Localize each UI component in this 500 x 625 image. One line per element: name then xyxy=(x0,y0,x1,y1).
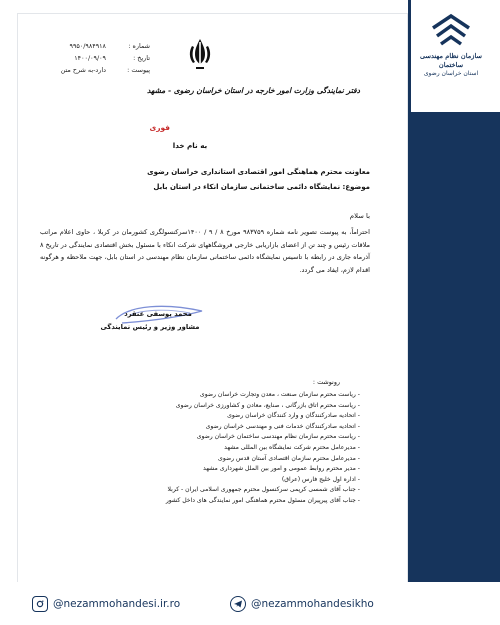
meta-attachment-label: پیوست : xyxy=(127,66,150,74)
letter-body: احتراماً، به پیوست تصویر نامه شماره ۹۸۳۷۵۹ مورخ ۸ / ۹ / ۱۴۰۰سرکنسولگری کشورمان در کربلا ، حاوی اعلام مراتب ملاقات رئیس و چند تن از اعضای بازاریابی خارجی فروشگاههای شرکت انکاء با مسئول بخش اقتصادی نمایندگی در تاریخ ۸ آذرماه جاری در رابطه با تاسیس نمایشگاه دائمی ساختمانی سازمان نظام مهندسی در استان بابل، جهت ملاحظه و هرگونه اقدام لازم، ایفاد می گردد. xyxy=(40,228,370,274)
meta-date-row xyxy=(30,52,150,64)
urgency-label: فوری xyxy=(149,123,170,132)
bismillah: به نام خدا xyxy=(172,141,208,150)
telegram-icon xyxy=(230,596,246,612)
footer-telegram-text: @nezammohandesikho xyxy=(251,598,374,610)
cc-item: - جناب آقای پیرپیران مسئول محترم هماهنگی امور نمایندگی های داخل کشور xyxy=(165,496,360,504)
cc-item: - ریاست محترم سازمان صنعت ، معدن وتجارت خراسان رضوی xyxy=(199,391,360,398)
organization-logo xyxy=(408,6,494,106)
greeting: با سلام xyxy=(349,212,370,220)
signer-name: محمد یوسفی عنقرد xyxy=(124,310,192,318)
recipient-line: معاونت محترم هماهنگی امور اقتصادی استانداری خراسان رضوی xyxy=(147,168,370,176)
cc-item: - ریاست محترم سازمان نظام مهندسی ساختمان خراسان رضوی xyxy=(196,433,360,441)
subject-line: موضوع: نمایشگاه دائمی ساختمانی سازمان انکاء در استان بابل xyxy=(153,183,370,191)
meta-number-value: ۹۹۵۰/۹۸۴۹۱۸ xyxy=(69,42,106,50)
cc-item: - اتحادیه صادرکنندگان خدمات فنی و مهندسی خراسان رضوی xyxy=(205,422,360,430)
logo-title: سازمان نظام مهندسی ساختمان xyxy=(419,52,483,69)
cc-item: - مدیر محترم روابط عمومی و امور بین الملل شهرداری مشهد xyxy=(203,465,360,473)
letter-meta xyxy=(30,40,150,76)
cc-item: - مدیرعامل محترم سازمان اقتصادی آستان قدس رضوی xyxy=(218,454,360,462)
issuing-office: دفتر نمایندگی وزارت امور خارجه در استان خراسان رضوی - مشهد xyxy=(147,86,360,95)
footer xyxy=(0,582,500,625)
meta-date-label: تاریخ : xyxy=(133,54,150,62)
cc-title: رونوشت : xyxy=(312,378,340,386)
cc-list xyxy=(60,390,360,507)
national-emblem-icon xyxy=(186,36,214,70)
footer-website-link[interactable] xyxy=(32,596,180,612)
footer-website-text: @nezammohandesi.ir.ro xyxy=(53,598,181,610)
meta-attachment-value: دارد-به شرح متن xyxy=(60,66,106,74)
signer-title: مشاور وزیر و رئیس نمایندگی xyxy=(100,323,200,331)
cc-item: - اتحادیه صادرکنندگان و وارد کنندگان خراسان رضوی xyxy=(227,412,360,420)
logo-panel xyxy=(408,0,500,112)
footer-telegram-link[interactable] xyxy=(230,596,374,612)
meta-date-value: ۱۴۰۰/۰۹/۰۹ xyxy=(74,54,106,62)
meta-attachment-row xyxy=(30,64,150,76)
cc-item: - اداره اول خلیج فارس (عراق) xyxy=(281,475,360,483)
logo-subtitle: استان خراسان رضوی xyxy=(423,70,479,77)
cc-item: - مدیرعامل محترم شرکت نمایشگاه بین المللی مشهد xyxy=(224,443,360,451)
instagram-icon xyxy=(32,596,48,612)
cc-item: - ریاست محترم اتاق بازرگانی ، صنایع، معادن و کشاورزی خراسان رضوی xyxy=(175,401,360,409)
meta-number-row xyxy=(30,40,150,52)
cc-item: - جناب آقای شمسی کرپمی سرکنسول محترم جمهوری اسلامی ایران - کربلا xyxy=(167,486,360,494)
logo-building-icon xyxy=(429,10,473,50)
meta-number-label: شماره : xyxy=(128,42,150,50)
